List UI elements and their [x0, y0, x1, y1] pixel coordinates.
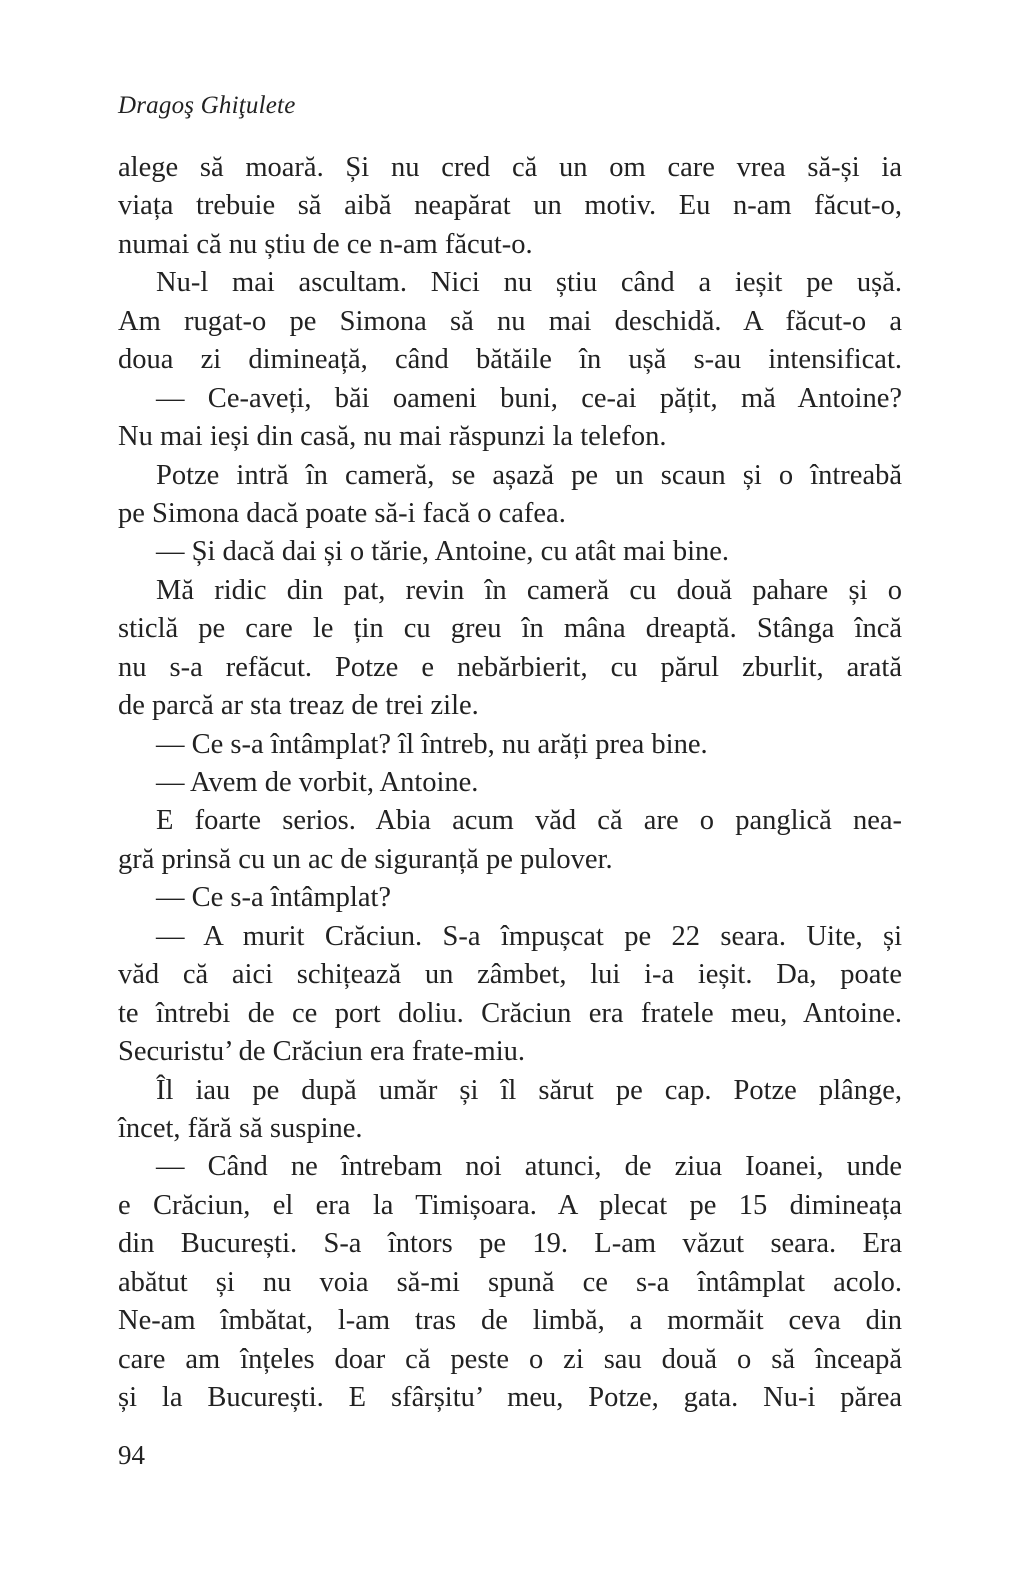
text-line: — Când ne întrebam noi atunci, de ziua Ioanei, unde [156, 1151, 902, 1183]
text-line: și la București. E sfârșitu’ meu, Potze, gata. Nu-i părea [118, 1382, 902, 1413]
text-line: Am rugat-o pe Simona să nu mai deschidă. A făcut-o a [118, 305, 902, 337]
text-line: — Avem de vorbit, Antoine. [156, 767, 479, 798]
text-line: E foarte serios. Abia acum văd că are o panglică nea- [156, 805, 902, 837]
text-line: Nu mai ieși din casă, nu mai răspunzi la telefon. [118, 421, 667, 453]
page-number: 94 [118, 1440, 145, 1470]
text-line: abătut și nu voia să-mi spună ce s-a întâmplat acolo. [118, 1266, 902, 1298]
text-line: nu s-a refăcut. Potze e nebărbierit, cu părul zburlit, arată [118, 651, 902, 683]
text-line: — Ce s-a întâmplat? îl întreb, nu arăți prea bine. [156, 728, 708, 760]
text-line: văd că aici schițează un zâmbet, lui i-a ieșit. Da, poate [118, 959, 902, 991]
text-line: din București. S-a întors pe 19. L-am văzut seara. Era [118, 1228, 902, 1260]
body-text [118, 149, 902, 1417]
running-head: Dragoş Ghiţulete [118, 92, 296, 119]
text-line: te întrebi de ce port doliu. Crăciun era fratele meu, Antoine. [118, 997, 902, 1029]
text-line: alege să moară. Și nu cred că un om care vrea să-și ia [118, 152, 902, 183]
text-line: sticlă pe care le țin cu greu în mâna dreaptă. Stânga încă [118, 613, 902, 645]
text-line: — Ce s-a întâmplat? [156, 882, 392, 914]
text-line: numai că nu știu de ce n-am făcut-o. [118, 228, 533, 260]
text-line: care am înțeles doar că peste o zi sau două o să înceapă [118, 1343, 902, 1375]
text-line: încet, fără să suspine. [118, 1112, 363, 1144]
text-line: Mă ridic din pat, revin în cameră cu două pahare și o [156, 574, 902, 606]
text-line: — A murit Crăciun. S-a împușcat pe 22 seara. Uite, și [156, 920, 902, 952]
text-line: — Și dacă dai și o tărie, Antoine, cu atât mai bine. [156, 536, 730, 568]
text-line: Ne-am îmbătat, l-am tras de limbă, a mormăit ceva din [118, 1305, 902, 1337]
text-line: doua zi dimineață, când bătăile în ușă s-au intensificat. [118, 344, 902, 376]
text-line: Potze intră în cameră, se așază pe un scaun și o întreabă [156, 459, 902, 491]
text-line: Securistu’ de Crăciun era frate-miu. [118, 1036, 526, 1068]
text-line: gră prinsă cu un ac de siguranță pe pulover. [118, 843, 613, 875]
text-line: pe Simona dacă poate să-i facă o cafea. [118, 497, 566, 529]
text-line: de parcă ar sta treaz de trei zile. [118, 690, 479, 722]
text-line: Îl iau pe după umăr și îl sărut pe cap. Potze plânge, [156, 1074, 902, 1106]
text-line: Nu-l mai ascultam. Nici nu știu când a ieșit pe ușă. [156, 267, 902, 299]
text-line: — Ce-aveți, băi oameni buni, ce-ai pățit, mă Antoine? [156, 382, 902, 414]
text-line: viața trebuie să aibă neapărat un motiv. Eu n-am făcut-o, [118, 190, 902, 222]
text-line: e Crăciun, el era la Timișoara. A plecat pe 15 dimineața [118, 1189, 902, 1221]
